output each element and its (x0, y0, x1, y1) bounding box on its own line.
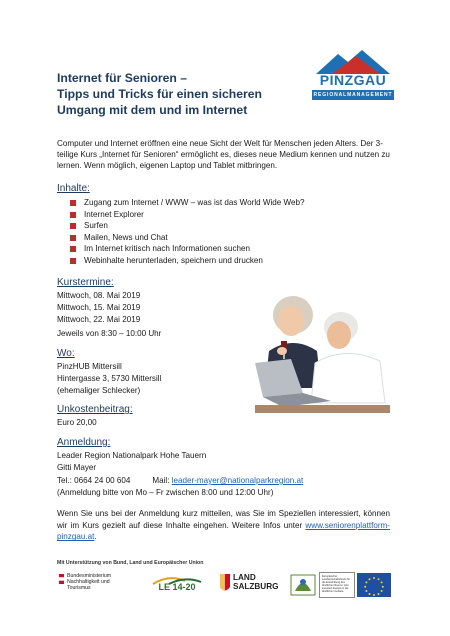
course-time: Jeweils von 8:30 – 10:00 Uhr (57, 329, 162, 338)
list-item: Zugang zum Internet / WWW – was ist das World Wide Web? (70, 197, 305, 209)
ministry-line-2: Nachhaltigkeit und (67, 579, 110, 586)
closing-paragraph (57, 508, 390, 543)
anmeldung-tel: Tel.: 0664 24 00 604 (57, 476, 131, 485)
list-item: Mailen, News und Chat (70, 232, 305, 244)
eu-fund-textbox (319, 572, 355, 598)
location-address: Hintergasse 3, 5730 Mittersill (57, 374, 162, 383)
le-text: LE 14-20 (158, 582, 196, 592)
list-item: Webinhalte herunterladen, speichern und drucken (70, 255, 305, 267)
land-salzburg-text (233, 573, 278, 591)
land-line-1: LAND (233, 573, 256, 582)
anmeldung-org: Leader Region Nationalpark Hohe Tauern (57, 451, 207, 460)
support-text: Mit Unterstützung von Bund, Land und Europäischer Union (57, 560, 204, 566)
seniors-laptop-photo (255, 293, 390, 413)
sponsor-logos (57, 570, 397, 600)
kurstermine-heading: Kurstermine: (57, 277, 114, 288)
date-2: Mittwoch, 15. Mai 2019 (57, 303, 141, 312)
page-title (57, 70, 307, 118)
location-note: (ehemaliger Schlecker) (57, 386, 141, 395)
date-3: Mittwoch, 22. Mai 2019 (57, 315, 141, 324)
le-logo (149, 573, 205, 597)
kosten-heading: Unkostenbeitrag: (57, 404, 133, 415)
anmeldung-heading: Anmeldung: (57, 437, 111, 448)
mountain-logo-icon (310, 48, 396, 74)
title-line-3: Umgang mit dem und im Internet (57, 103, 248, 117)
website-link[interactable]: www.seniorenplattform-pinzgau.at (57, 520, 390, 542)
ministry-line-3: Tourismus (67, 585, 91, 592)
leader-logo-icon (289, 573, 317, 597)
anmeldung-person: Gitti Mayer (57, 463, 97, 472)
mail-link[interactable]: leader-mayer@nationalparkregion.at (171, 476, 304, 485)
pinzgau-logo (310, 48, 396, 104)
land-line-2: SALZBURG (233, 582, 279, 591)
logo-wordmark: PINZGAU (319, 72, 387, 88)
intro-paragraph: Computer und Internet eröffnen eine neue Sicht der Welt für Menschen jeden Alters. Der 3-teilige Kurs „Internet für Senioren“ ermöglicht es, dieses neue Medium kennen und nutzen zu lernen. Wenn möglich, eigenen Laptop und Tablet mitbringen. (57, 139, 390, 171)
inhalte-list (70, 197, 305, 267)
list-item: Surfen (70, 220, 305, 232)
list-item: Internet Explorer (70, 209, 305, 221)
eu-fund-text: Europäischer Landwirtschaftsfonds für die Entwicklung des ländlichen Raums: Hier investiert Europa in die ländlichen Gebiete (322, 575, 351, 594)
ministry-line-1: Bundesministerium (67, 573, 112, 579)
ministry-text (67, 573, 111, 592)
list-item: Im Internet kritisch nach Informationen suchen (70, 243, 305, 255)
title-line-1: Internet für Senioren – (57, 71, 188, 85)
salzburg-crest-icon (219, 573, 231, 595)
eu-flag-icon (357, 573, 391, 597)
kosten-value: Euro 20,00 (57, 418, 97, 427)
date-1: Mittwoch, 08. Mai 2019 (57, 291, 141, 300)
mail-label: Mail: (152, 476, 170, 485)
wo-heading: Wo: (57, 348, 75, 359)
title-line-2: Tipps und Tricks für einen sicheren (57, 87, 262, 101)
closing-end: . (94, 532, 97, 542)
land-salzburg-logo (219, 573, 289, 597)
location-name: PinzHUB Mittersill (57, 362, 122, 371)
anmeldung-contact (57, 475, 303, 486)
anmeldung-note: (Anmeldung bitte von Mo – Fr zwischen 8:00 und 12:00 Uhr) (57, 488, 274, 497)
closing-text: Wenn Sie uns bei der Anmeldung kurz mitteilen, was Sie im Speziellen interessiert, können wir im Kurs gezielt auf diese Inhalte eingehen. Weitere Infos unter (57, 509, 390, 530)
austria-flag-icon (59, 574, 64, 584)
logo-subtitle: REGIONALMANAGEMENT (313, 92, 393, 98)
inhalte-heading: Inhalte: (57, 183, 90, 194)
ministry-logo (57, 572, 129, 598)
